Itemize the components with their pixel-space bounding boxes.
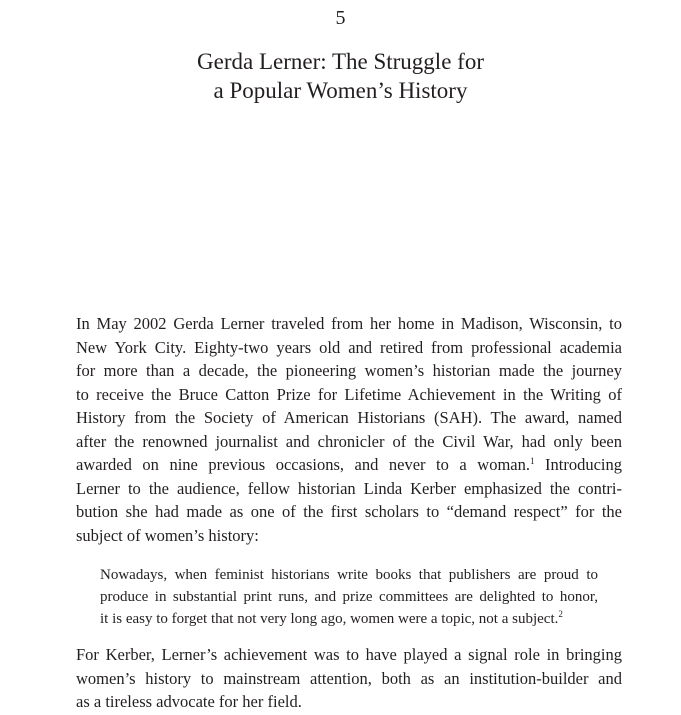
opening-paragraph	[76, 312, 622, 547]
footnote-marker[interactable]: 2	[558, 609, 563, 619]
paragraph-line	[76, 453, 622, 477]
chapter-number: 5	[335, 7, 346, 29]
quote-text: it is easy to forget that not very long ago, women were a topic, not a subject.	[100, 611, 559, 627]
paragraph-line: as a tireless advocate for her field.	[76, 692, 302, 711]
footnote-marker[interactable]: 1	[529, 456, 535, 466]
chapter-title	[0, 47, 681, 105]
quote-line: Nowadays, when feminist historians write books that publishers are proud to	[100, 567, 598, 583]
closing-paragraph	[76, 643, 622, 714]
paragraph-line: In May 2002 Gerda Lerner traveled from her home in Madison, Wisconsin, to	[76, 314, 622, 333]
quote-line	[100, 608, 598, 630]
paragraph-line: For Kerber, Lerner’s achievement was to have played a signal role in bringing	[76, 645, 622, 664]
paragraph-line: New York City. Eighty-two years old and retired from professional academia	[76, 337, 622, 357]
paragraph-line: after the renowned journalist and chronicler of the Civil War, had only been	[76, 431, 622, 451]
quote-line: produce in substantial print runs, and prize committees are delighted to honor,	[100, 589, 598, 605]
paragraph-line: for more than a decade, the pioneering women’s historian made the journey	[76, 361, 622, 380]
paragraph-line: women’s history to mainstream attention, both as an institution-builder and	[76, 668, 622, 688]
paragraph-text: Introducing	[534, 455, 622, 474]
paragraph-line: to receive the Bruce Catton Prize for Lifetime Achievement in the Writing of	[76, 384, 622, 404]
chapter-title-line: Gerda Lerner: The Struggle for	[197, 49, 484, 74]
paragraph-text: awarded on nine previous occasions, and never to a woman.	[76, 455, 530, 474]
paragraph-line: subject of women’s history:	[76, 525, 259, 545]
paragraph-line: bution she had made as one of the first scholars to “demand respect” for the	[76, 502, 622, 521]
block-quote	[100, 564, 598, 630]
chapter-title-line: a Popular Women’s History	[213, 78, 468, 103]
paragraph-line: History from the Society of American Historians (SAH). The award, named	[76, 408, 622, 427]
paragraph-line: Lerner to the audience, fellow historian Linda Kerber emphasized the contri-	[76, 478, 622, 498]
